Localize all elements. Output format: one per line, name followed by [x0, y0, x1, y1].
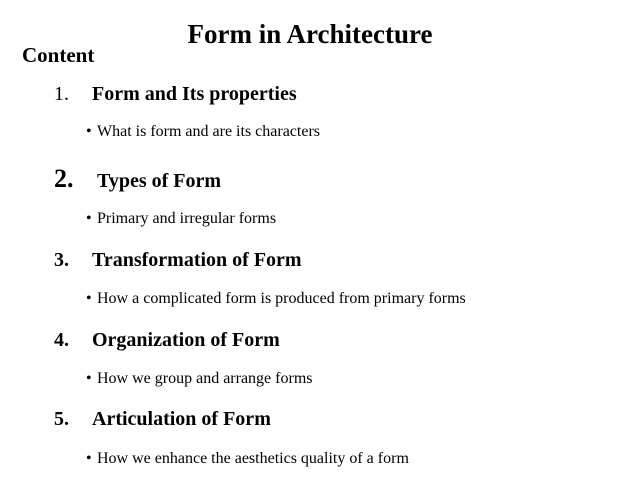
bullet-point — [86, 369, 312, 389]
bullet-icon: • — [86, 370, 92, 387]
item-number: 1. — [54, 83, 69, 105]
list-item-articulation — [54, 406, 271, 432]
bullet-text: How a complicated form is produced from primary forms — [97, 290, 466, 307]
item-label: Transformation of Form — [92, 249, 302, 271]
list-item-types-of-form — [54, 166, 221, 194]
bullet-point — [86, 449, 409, 469]
item-label: Types of Form — [97, 170, 222, 192]
item-number: 2. — [54, 164, 74, 193]
list-item-transformation — [54, 247, 302, 273]
list-item-organization — [54, 327, 280, 353]
item-label: Articulation of Form — [92, 408, 271, 430]
bullet-text: Primary and irregular forms — [97, 210, 277, 227]
bullet-icon: • — [86, 290, 92, 307]
bullet-text: What is form and are its characters — [97, 123, 321, 140]
item-number: 4. — [54, 329, 69, 351]
item-label: Organization of Form — [92, 329, 280, 351]
bullet-text: How we group and arrange forms — [97, 370, 313, 387]
bullet-icon: • — [86, 123, 92, 140]
bullet-icon: • — [86, 450, 92, 467]
item-number: 5. — [54, 408, 69, 430]
bullet-point — [86, 209, 276, 229]
bullet-point — [86, 289, 466, 309]
list-item-form-properties — [54, 81, 297, 107]
bullet-icon: • — [86, 210, 92, 227]
bullet-text: How we enhance the aesthetics quality of a form — [97, 450, 409, 467]
item-number: 3. — [54, 249, 69, 271]
item-label: Form and Its properties — [92, 83, 297, 105]
content-heading: Content — [22, 43, 95, 67]
slide-title: Form in Architecture — [187, 19, 433, 49]
bullet-point — [86, 122, 320, 142]
